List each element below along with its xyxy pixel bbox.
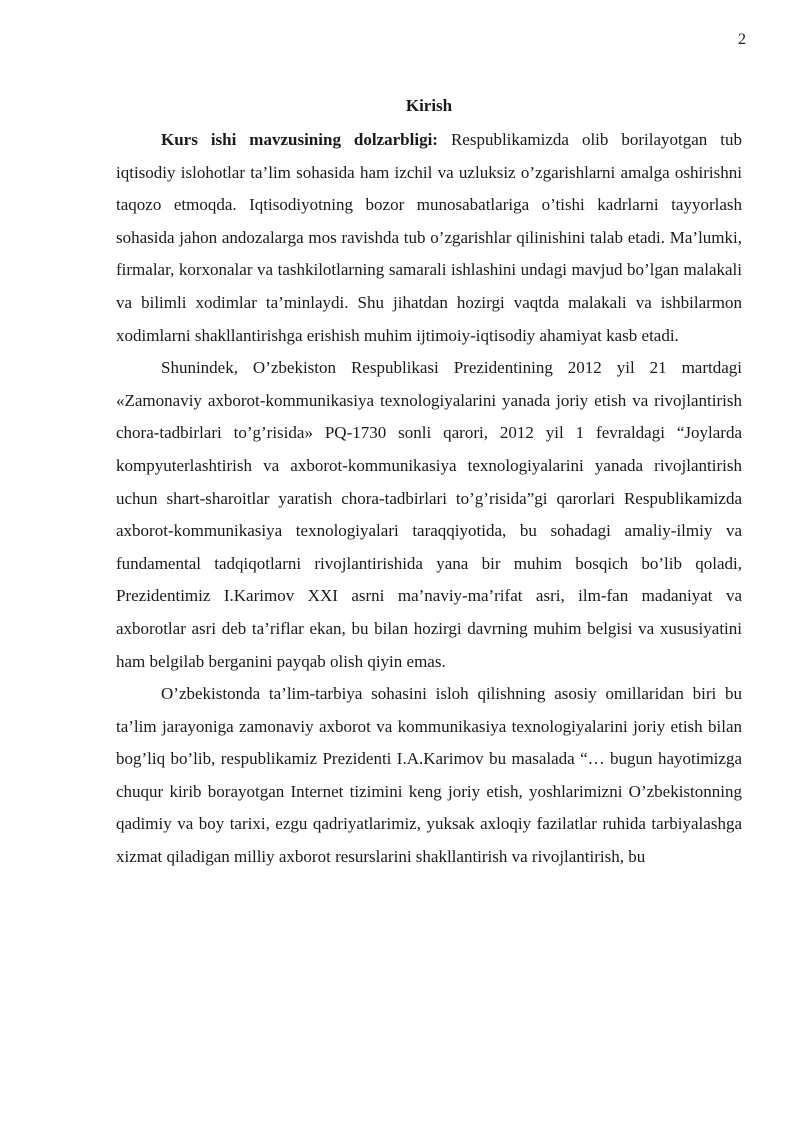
paragraph-lead: Kurs ishi mavzusining dolzarbligi: — [161, 130, 438, 149]
paragraph-education-reform — [116, 678, 742, 874]
section-heading: Kirish — [405, 96, 453, 115]
paragraph-text: O’zbekistonda ta’lim-tarbiya sohasini isloh qilishning asosiy omillaridan biri bu ta’lim jarayoniga zamonaviy axborot va kommunikasiya texnologiyalarini joriy etish bilan bog’liq bo’lib, respublikamiz Prezidenti I.A.Karimov bu masalada “… bugun hayotimizga chuqur kirib borayotgan Internet tizimini keng joriy etish, yoshlarimizni O’zbekistonning qadimiy va boy tarixi, ezgu qadriyatlarimiz, yuksak axloqiy fazilatlar ruhida tarbiyalashga xizmat qiladigan milliy axborot resurslarini shakllantirish va rivojlantirish, bu — [116, 684, 742, 867]
paragraph-text: Respublikamizda olib borilayotgan tub iqtisodiy islohotlar ta’lim sohasida ham izchil va uzluksiz o’zgarishlarni amalga oshirishni taqozo etmoqda. Iqtisodiyotning bozor munosabatlariga o’tishi kadrlarni tayyorlash sohasida jahon andozalarga mos ravishda tub o’zgarishlar qilinishini talab etadi. Ma’lumki, firmalar, korxonalar va tashkilotlarning samarali ishlashini undagi mavjud bo’lgan malakali va bilimli xodimlar ta’minlaydi. Shu jihatdan hozirgi vaqtda malakali va ishbilarmon xodimlarni shakllantirishga erishish muhim ijtimoiy-iqtisodiy ahamiyat kasb etadi. — [116, 130, 742, 345]
document-body — [116, 94, 742, 874]
paragraph-resolutions — [116, 352, 742, 678]
page-number: 2 — [738, 31, 746, 48]
paragraph-text: Shunindek, O’zbekiston Respublikasi Prezidentining 2012 yil 21 martdagi «Zamonaviy axborot-kommunikasiya texnologiyalarini yanada joriy etish va rivojlantirish chora-tadbirlari to’g’risida» PQ-1730 sonli qarori, 2012 yil 1 fevraldagi “Joylarda kompyuterlashtirish va axborot-kommunikasiya texnologiyalarini yanada rivojlantirish uchun shart-sharoitlar yaratish chora-tadbirlari to’g’risida”gi qarorlari Respublikamizda axborot-kommunikasiya texnologiyalari taraqqiyotida, bu sohadagi amaliy-ilmiy va fundamental tadqiqotlarni rivojlantirishida yana bir muhim bosqich bo’lib qoladi, Prezidentimiz I.Karimov XXI asrni ma’naviy-ma’rifat asri, ilm-fan madaniyat va axborotlar asri deb ta’riflar ekan, bu bilan hozirgi davrning muhim belgisi va xususiyatini ham belgilab berganini payqab olish qiyin emas. — [116, 358, 742, 671]
paragraph-relevance — [116, 124, 742, 352]
